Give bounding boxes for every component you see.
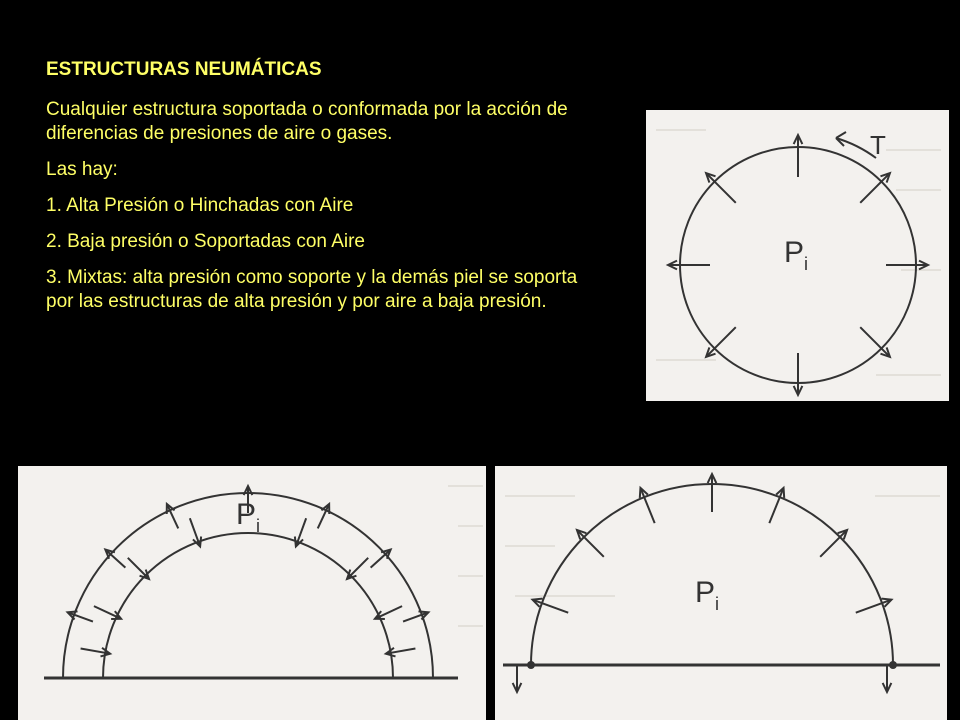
text-block <box>46 58 606 326</box>
pressure-arrow <box>371 550 391 568</box>
pressure-arrow <box>794 135 803 177</box>
pressure-arrow <box>347 558 368 579</box>
single-dome-figure <box>495 466 947 720</box>
pressure-arrow <box>706 173 736 203</box>
inner-membrane <box>103 533 393 678</box>
double-dome-figure <box>18 466 486 720</box>
pressure-arrow <box>105 550 125 568</box>
pressure-arrow <box>533 599 569 613</box>
pressure-arrow <box>883 666 892 692</box>
pressure-arrow <box>860 173 890 203</box>
background-text-lines <box>448 486 483 626</box>
pressure-arrow <box>820 530 847 557</box>
pressure-arrow <box>708 474 717 512</box>
pressure-arrow <box>375 606 402 619</box>
list-item-mixed: 3. Mixtas: alta presión como soporte y la demás piel se soporta por las estructuras de alta presión y por aire a baja presión. <box>46 267 578 312</box>
pressure-label: $P_i$ <box>236 498 261 536</box>
double-dome-diagram <box>18 466 486 720</box>
pressure-arrow <box>513 666 522 692</box>
list-item-high-pressure: 1. Alta Presión o Hinchadas con Aire <box>46 195 354 216</box>
pressure-label: $P_i$ <box>784 236 809 274</box>
definition-text: Cualquier estructura soportada o conformada por la acción de diferencias de presiones de aire o gases. <box>46 99 568 144</box>
pressure-arrow <box>794 353 803 395</box>
pressure-arrow <box>856 599 892 613</box>
background-text-lines <box>505 496 940 596</box>
pressure-arrow <box>860 327 890 357</box>
tension-label: T <box>870 130 886 160</box>
pressure-arrow <box>886 261 928 270</box>
intro-text: Las hay: <box>46 159 118 180</box>
pressure-arrow <box>668 261 710 270</box>
pressure-label: $P_i$ <box>695 576 720 614</box>
pressure-arrow <box>577 530 604 557</box>
pressure-arrow <box>706 327 736 357</box>
pressure-arrow <box>190 518 201 546</box>
single-dome-diagram <box>495 466 947 720</box>
circle-membrane-figure <box>646 110 949 401</box>
list-item-low-pressure: 2. Baja presión o Soportadas con Aire <box>46 231 365 252</box>
pressure-arrow <box>94 606 121 619</box>
pressure-arrow <box>295 518 306 546</box>
slide-title: ESTRUCTURAS NEUMÁTICAS <box>46 59 322 80</box>
circle-membrane-diagram <box>646 110 949 401</box>
pressure-arrow <box>128 558 149 579</box>
